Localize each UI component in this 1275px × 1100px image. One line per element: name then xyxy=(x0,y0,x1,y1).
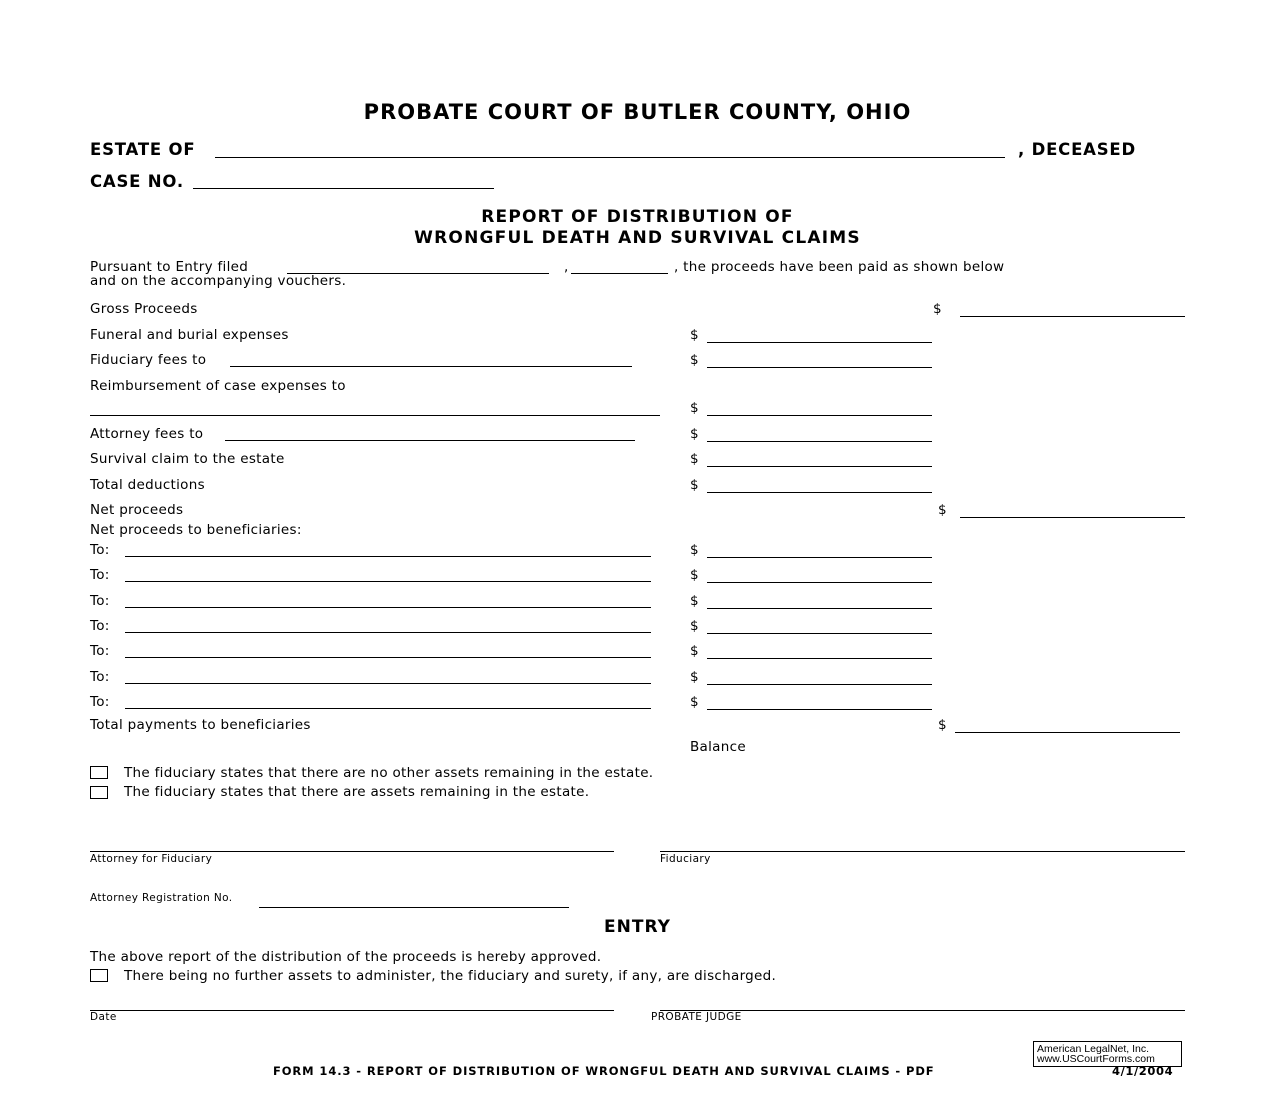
dollar-sign: $ xyxy=(690,542,699,558)
court-title: PROBATE COURT OF BUTLER COUNTY, OHIO xyxy=(363,100,912,124)
no-other-assets-label: The fiduciary states that there are no other assets remaining in the estate. xyxy=(124,765,654,781)
total-payments-label: Total payments to beneficiaries xyxy=(90,717,311,733)
dollar-sign: $ xyxy=(690,400,699,416)
to-label: To: xyxy=(90,669,110,685)
date-label: Date xyxy=(90,1011,117,1023)
attorney-fees-label: Attorney fees to xyxy=(90,426,204,442)
estate-of-label: ESTATE OF xyxy=(90,140,196,159)
fiduciary-signature-line[interactable] xyxy=(660,851,1185,852)
net-to-beneficiaries-label: Net proceeds to beneficiaries: xyxy=(90,522,302,538)
assets-remaining-label: The fiduciary states that there are assets remaining in the estate. xyxy=(124,784,590,800)
case-no-field[interactable] xyxy=(193,188,494,189)
reimbursement-label: Reimbursement of case expenses to xyxy=(90,378,346,394)
total-deductions-label: Total deductions xyxy=(90,477,205,493)
discharge-checkbox[interactable] xyxy=(90,969,108,982)
assets-remaining-checkbox[interactable] xyxy=(90,786,108,799)
to-label: To: xyxy=(90,643,110,659)
entry-discharged-text: There being no further assets to administer, the fiduciary and surety, if any, are discharged. xyxy=(124,968,777,984)
entry-filed-year-field[interactable] xyxy=(571,273,668,274)
dollar-sign: $ xyxy=(690,426,699,442)
intro-line2: and on the accompanying vouchers. xyxy=(90,273,347,289)
deceased-label: , DECEASED xyxy=(1018,140,1136,159)
attorney-registration-label: Attorney Registration No. xyxy=(90,892,233,904)
fiduciary-fees-payee-field[interactable] xyxy=(230,366,632,367)
dollar-sign: $ xyxy=(690,669,699,685)
beneficiary-amount-field[interactable] xyxy=(707,582,932,583)
dollar-sign: $ xyxy=(690,643,699,659)
dollar-sign: $ xyxy=(690,694,699,710)
to-label: To: xyxy=(90,618,110,634)
date-signature-line[interactable] xyxy=(90,1010,614,1011)
entry-title: ENTRY xyxy=(604,917,671,937)
dollar-sign: $ xyxy=(690,477,699,493)
report-title-line1: REPORT OF DISTRIBUTION OF xyxy=(481,207,794,227)
balance-label: Balance xyxy=(690,739,746,755)
dollar-sign: $ xyxy=(690,567,699,583)
dollar-sign: $ xyxy=(938,502,947,518)
beneficiary-name-field[interactable] xyxy=(125,607,651,608)
form-footer-date: 4/1/2004 xyxy=(1112,1064,1174,1078)
net-proceeds-amount-field[interactable] xyxy=(960,517,1185,518)
total-deductions-amount-field[interactable] xyxy=(707,492,932,493)
attorney-registration-field[interactable] xyxy=(259,907,569,908)
attorney-for-fiduciary-label: Attorney for Fiduciary xyxy=(90,853,213,865)
to-label: To: xyxy=(90,542,110,558)
case-no-label: CASE NO. xyxy=(90,172,184,191)
beneficiary-amount-field[interactable] xyxy=(707,658,932,659)
fiduciary-label: Fiduciary xyxy=(660,853,711,865)
no-other-assets-checkbox[interactable] xyxy=(90,766,108,779)
beneficiary-name-field[interactable] xyxy=(125,657,651,658)
fiduciary-fees-label: Fiduciary fees to xyxy=(90,352,207,368)
dollar-sign: $ xyxy=(938,717,947,733)
fiduciary-fees-amount-field[interactable] xyxy=(707,367,932,368)
intro-suffix: , the proceeds have been paid as shown below xyxy=(674,259,1005,275)
funeral-label: Funeral and burial expenses xyxy=(90,327,289,343)
reimbursement-payee-field[interactable] xyxy=(90,415,660,416)
intro-prefix: Pursuant to Entry filed xyxy=(90,259,249,275)
attorney-fees-payee-field[interactable] xyxy=(225,440,635,441)
reimbursement-amount-field[interactable] xyxy=(707,415,932,416)
beneficiary-amount-field[interactable] xyxy=(707,608,932,609)
report-title-line2: WRONGFUL DEATH AND SURVIVAL CLAIMS xyxy=(414,228,861,248)
estate-name-field[interactable] xyxy=(215,157,1005,158)
dollar-sign: $ xyxy=(690,352,699,368)
survival-claim-label: Survival claim to the estate xyxy=(90,451,285,467)
survival-claim-amount-field[interactable] xyxy=(707,466,932,467)
badge-line2: www.USCourtForms.com xyxy=(1037,1053,1155,1065)
to-label: To: xyxy=(90,593,110,609)
gross-proceeds-label: Gross Proceeds xyxy=(90,301,198,317)
total-payments-amount-field[interactable] xyxy=(955,732,1180,733)
beneficiary-name-field[interactable] xyxy=(125,556,651,557)
dollar-sign: $ xyxy=(690,618,699,634)
beneficiary-name-field[interactable] xyxy=(125,581,651,582)
probate-judge-label: PROBATE JUDGE xyxy=(651,1011,742,1023)
beneficiary-name-field[interactable] xyxy=(125,708,651,709)
beneficiary-amount-field[interactable] xyxy=(707,709,932,710)
attorney-fees-amount-field[interactable] xyxy=(707,441,932,442)
beneficiary-name-field[interactable] xyxy=(125,632,651,633)
beneficiary-name-field[interactable] xyxy=(125,683,651,684)
dollar-sign: $ xyxy=(690,451,699,467)
dollar-sign: $ xyxy=(690,593,699,609)
intro-comma: , xyxy=(564,259,569,275)
badge-line1: American LegalNet, Inc. xyxy=(1037,1043,1150,1055)
form-footer-title: FORM 14.3 - REPORT OF DISTRIBUTION OF WRONGFUL DEATH AND SURVIVAL CLAIMS - PDF xyxy=(273,1064,935,1078)
entry-approved-text: The above report of the distribution of the proceeds is hereby approved. xyxy=(90,949,602,965)
beneficiary-amount-field[interactable] xyxy=(707,633,932,634)
to-label: To: xyxy=(90,567,110,583)
gross-proceeds-amount-field[interactable] xyxy=(960,316,1185,317)
beneficiary-amount-field[interactable] xyxy=(707,684,932,685)
funeral-amount-field[interactable] xyxy=(707,342,932,343)
dollar-sign: $ xyxy=(690,327,699,343)
to-label: To: xyxy=(90,694,110,710)
beneficiary-amount-field[interactable] xyxy=(707,557,932,558)
dollar-sign: $ xyxy=(933,301,942,317)
attorney-signature-line[interactable] xyxy=(90,851,614,852)
net-proceeds-label: Net proceeds xyxy=(90,502,184,518)
